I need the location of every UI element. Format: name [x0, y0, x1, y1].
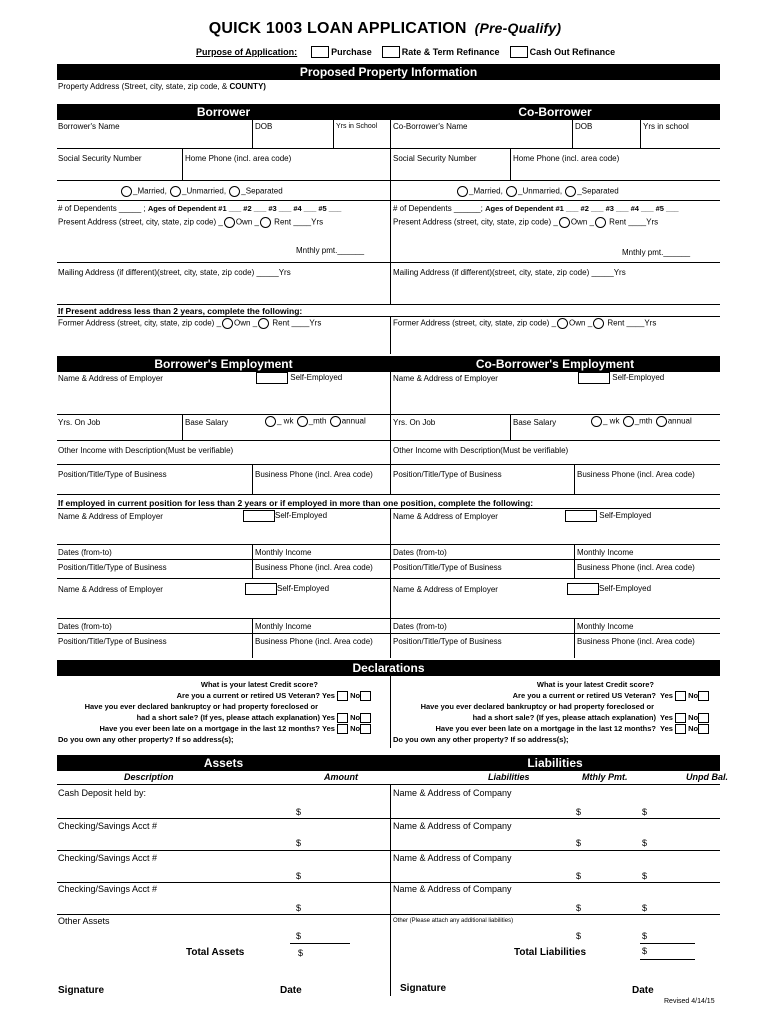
borrower-prev-position-1[interactable]: Position/Title/Type of Business: [58, 563, 167, 572]
purpose-row: [196, 46, 621, 58]
property-address-text: Property Address (Street, city, state, zip code, &: [58, 82, 228, 91]
center-divider-5: [390, 676, 391, 748]
mth-radio[interactable]: [297, 416, 308, 427]
co-own-label: Own: [570, 217, 588, 227]
liability-bal-4[interactable]: $: [642, 903, 648, 913]
asset-row-other[interactable]: Other Assets: [58, 916, 110, 926]
co-yrs-label: ____Yrs: [628, 217, 659, 227]
coborrower-former-address[interactable]: Former Address (street, city, state, zip code) _ Own _ Rent ____Yrs: [393, 318, 657, 328]
ages-label: Ages of Dependent #1 ___ #2 ___ #3 ___ #4 ___ #5 ___: [147, 204, 342, 213]
coborrower-prev-dates-2[interactable]: Dates (from-to): [393, 622, 447, 631]
borrower-yrs-on-job-field[interactable]: Yrs. On Job: [58, 418, 101, 427]
veteran-label: Are you a current or retired US Veteran?: [176, 691, 320, 700]
rule: [57, 508, 720, 509]
married-label: Married,: [137, 186, 167, 196]
co-former-own-radio[interactable]: [557, 318, 568, 329]
rule: [57, 914, 390, 915]
rule: [57, 464, 720, 465]
borrower-marital-status: _Married, _Unmarried, _Separated: [120, 186, 283, 197]
borrower-self-employed[interactable]: [256, 372, 342, 384]
asset-amount-2[interactable]: $: [296, 838, 302, 848]
co-bankruptcy-answer: [660, 712, 709, 723]
borrower-position-field[interactable]: Position/Title/Type of Business: [58, 470, 167, 479]
purpose-label: Purpose of Application:: [196, 47, 298, 57]
co-married-radio[interactable]: [457, 186, 468, 197]
liability-bal-1[interactable]: $: [642, 807, 648, 817]
borrower-prev-dates-2[interactable]: Dates (from-to): [58, 622, 112, 631]
borrower-present-address[interactable]: Present Address (street, city, state, zip code) _ Own _ Rent ____Yrs: [58, 217, 324, 227]
asset-amount-3[interactable]: $: [296, 871, 302, 881]
rule: [390, 914, 720, 915]
co-late-yes-checkbox[interactable]: [675, 724, 686, 734]
divider: [252, 618, 253, 658]
borrower-ssn-field[interactable]: Social Security Number: [58, 154, 142, 163]
divider: [333, 118, 334, 148]
center-divider-6: [390, 784, 391, 996]
co-separated-label: Separated: [581, 186, 619, 196]
co-former-yrs-label: ____Yrs: [626, 318, 657, 328]
co-own-radio[interactable]: [559, 217, 570, 228]
borrower-yrs-school-field[interactable]: Yrs in School: [336, 123, 378, 130]
asset-amount-1[interactable]: $: [296, 807, 302, 817]
co-unmarried-radio[interactable]: [506, 186, 517, 197]
separated-radio[interactable]: [229, 186, 240, 197]
coborrower-prev-employer-1[interactable]: Name & Address of Employer: [393, 512, 498, 521]
borrower-prev-income-2[interactable]: Monthly Income: [255, 622, 312, 631]
dependents-label: # of Dependents _____ ;: [58, 204, 146, 213]
purchase-label: Purchase: [331, 47, 372, 57]
borrower-header: Borrower: [57, 104, 390, 120]
borrower-dob-field[interactable]: DOB: [255, 122, 273, 131]
former-address-heading: If Present address less than 2 years, complete the following:: [58, 306, 303, 316]
coborrower-prev-position-2[interactable]: Position/Title/Type of Business: [393, 637, 502, 646]
monthly-payment-column: Mthly Pmt.: [582, 772, 628, 782]
borrower-prev-phone-2[interactable]: Business Phone (incl. Area code): [255, 637, 373, 646]
coborrower-self-employed[interactable]: [578, 372, 664, 384]
bankruptcy-answer: [322, 712, 371, 723]
center-divider-3: [390, 370, 391, 494]
coborrower-prev-employer-2[interactable]: Name & Address of Employer: [393, 585, 498, 594]
rule: [57, 440, 720, 441]
purpose-option-purchase[interactable]: [311, 46, 372, 58]
present-address-label: Present Address (street, city, state, zip code): [58, 217, 217, 227]
married-radio[interactable]: [121, 186, 132, 197]
yrs-label: ____Yrs: [293, 217, 324, 227]
asset-row-checking-2[interactable]: Checking/Savings Acct #: [58, 853, 158, 863]
liability-bal-2[interactable]: $: [642, 838, 648, 848]
separated-label: Separated: [245, 186, 283, 196]
total-liabilities-label: Total Liabilities: [514, 947, 587, 958]
divider: [640, 118, 641, 148]
coborrower-home-phone-field[interactable]: Home Phone (incl. area code): [513, 154, 620, 163]
center-divider-2: [390, 316, 391, 354]
prev2-self-employed-checkbox[interactable]: [245, 583, 277, 595]
borrower-salary-period: _ wk _mth annual: [264, 416, 366, 427]
divider: [510, 148, 511, 180]
co-veteran-no-checkbox[interactable]: [698, 691, 709, 701]
rule: [57, 494, 720, 495]
coborrower-signature[interactable]: Signature: [400, 983, 447, 994]
co-prev-self-employed-label: Self-Employed: [599, 511, 652, 521]
rule: [57, 633, 720, 634]
unmarried-radio[interactable]: [170, 186, 181, 197]
coborrower-header: Co-Borrower: [390, 104, 720, 120]
rule: [57, 148, 720, 149]
veteran-yes-checkbox[interactable]: [337, 691, 348, 701]
co-married-label: Married,: [473, 186, 503, 196]
rule: [57, 818, 390, 819]
wk-radio[interactable]: [265, 416, 276, 427]
borrower-signature[interactable]: Signature: [58, 985, 105, 996]
asset-row-cash-deposit[interactable]: Cash Deposit held by:: [58, 788, 147, 798]
purchase-checkbox[interactable]: [311, 46, 329, 58]
rule: [640, 959, 695, 960]
co-prev2-self-employed-checkbox[interactable]: [567, 583, 599, 595]
bankruptcy-yes-checkbox[interactable]: [337, 713, 348, 723]
coborrower-salary-period: _ wk _mth annual: [590, 416, 692, 427]
cash-out-checkbox[interactable]: [510, 46, 528, 58]
co-mth-radio[interactable]: [623, 416, 634, 427]
self-employed-label: Self-Employed: [290, 373, 343, 383]
coborrower-other-income-field[interactable]: Other Income with Description(Must be verifiable): [393, 446, 569, 455]
yes-label: Yes: [322, 713, 335, 722]
co-prev2-self-employed-label: Self-Employed: [599, 584, 652, 594]
veteran-question: [60, 690, 320, 701]
divider: [572, 118, 573, 148]
co-present-address-label: Present Address (street, city, state, zip code): [393, 217, 552, 227]
rule: [57, 784, 720, 785]
total-assets-label: Total Assets: [186, 947, 245, 958]
own-radio[interactable]: [224, 217, 235, 228]
liability-bal-3[interactable]: $: [642, 871, 648, 881]
rule: [57, 200, 720, 201]
divider: [182, 148, 183, 180]
rate-term-label: Rate & Term Refinance: [401, 47, 500, 57]
no-label: No: [350, 724, 361, 733]
no-label: No: [688, 713, 699, 722]
liability-pmt-4[interactable]: $: [576, 903, 582, 913]
co-veteran-yes-checkbox[interactable]: [675, 691, 686, 701]
coborrower-yrs-on-job-field[interactable]: Yrs. On Job: [393, 418, 436, 427]
co-veteran-answer: [660, 690, 709, 701]
borrower-prev-income-1[interactable]: Monthly Income: [255, 548, 312, 557]
divider: [252, 544, 253, 578]
coborrower-employment-header: Co-Borrower's Employment: [390, 356, 720, 372]
purpose-option-rate-term[interactable]: [382, 46, 500, 58]
purpose-option-cash-out[interactable]: [510, 46, 616, 58]
coborrower-business-phone-field[interactable]: Business Phone (incl. Area code): [577, 470, 695, 479]
coborrower-dependents[interactable]: [393, 204, 679, 214]
coborrower-prev-phone-1[interactable]: Business Phone (incl. Area code): [577, 563, 695, 572]
former-own-label: Own: [234, 318, 251, 328]
borrower-employment-header: Borrower's Employment: [57, 356, 390, 372]
revised-date: Revised 4/14/15: [664, 998, 715, 1005]
assets-description-column: Description: [124, 772, 174, 782]
rule: [57, 262, 720, 263]
rule: [57, 850, 390, 851]
borrower-former-address[interactable]: Former Address (street, city, state, zip code) _ Own _ Rent ____Yrs: [58, 318, 322, 328]
co-rent-label: Rent: [609, 217, 627, 227]
credit-score-question[interactable]: What is your latest Credit score?: [200, 680, 318, 689]
mth-label: mth: [313, 416, 327, 426]
late-no-checkbox[interactable]: [360, 724, 371, 734]
former-label: Former Address (street, city, state, zip code): [58, 318, 215, 328]
co-self-employed-checkbox[interactable]: [578, 372, 610, 384]
coborrower-yrs-school-field[interactable]: Yrs in school: [643, 122, 689, 131]
liability-row-2[interactable]: Name & Address of Company: [393, 821, 512, 831]
co-late-no-checkbox[interactable]: [698, 724, 709, 734]
liability-row-1[interactable]: Name & Address of Company: [393, 788, 512, 798]
liability-row-3[interactable]: Name & Address of Company: [393, 853, 512, 863]
subtitle-text: (Pre-Qualify): [474, 20, 562, 36]
coborrower-marital-status: _Married, _Unmarried, _Separated: [456, 186, 619, 197]
liability-pmt-3[interactable]: $: [576, 871, 582, 881]
borrower-prev-self-employed-2[interactable]: [245, 583, 329, 595]
divider: [574, 464, 575, 494]
borrower-prev-position-2[interactable]: Position/Title/Type of Business: [58, 637, 167, 646]
county-text: COUNTY): [229, 82, 266, 91]
co-wk-label: wk: [609, 416, 620, 426]
yes-label: Yes: [322, 724, 335, 733]
rule: [57, 544, 720, 545]
property-address-label[interactable]: [58, 82, 266, 92]
short-sale-question: had a short sale? (If yes, please attach explanation): [136, 713, 320, 722]
co-other-property-question[interactable]: Do you own any other property? If so address(s);: [393, 735, 569, 744]
prev-self-employed-checkbox[interactable]: [243, 510, 275, 522]
co-former-rent-label: Rent: [607, 318, 625, 328]
coborrower-employer-field[interactable]: Name & Address of Employer: [393, 374, 498, 383]
divider: [182, 414, 183, 440]
assets-amount-column: Amount: [324, 772, 358, 782]
no-label: No: [688, 691, 699, 700]
co-self-employed-label: Self-Employed: [612, 373, 665, 383]
yes-label: Yes: [660, 713, 673, 722]
co-wk-radio[interactable]: [591, 416, 602, 427]
property-header: Proposed Property Information: [57, 64, 720, 80]
title-text: QUICK 1003 LOAN APPLICATION: [208, 20, 467, 37]
coborrower-position-field[interactable]: Position/Title/Type of Business: [393, 470, 502, 479]
cash-out-label: Cash Out Refinance: [529, 47, 616, 57]
liabilities-column: Liabilities: [488, 772, 530, 782]
previous-employment-heading: If employed in current position for less than 2 years or if employed in more than one position, complete the following:: [58, 498, 534, 508]
coborrower-prev-income-2[interactable]: Monthly Income: [577, 622, 634, 631]
bankruptcy-question: Have you ever declared bankruptcy or had property foreclosed or: [84, 702, 318, 711]
liability-row-other[interactable]: Other (Please attach any additional liabilities): [393, 918, 514, 924]
borrower-employer-field[interactable]: Name & Address of Employer: [58, 374, 163, 383]
page-title: [0, 20, 770, 38]
wk-label: wk: [283, 416, 294, 426]
co-unmarried-label: Unmarried,: [522, 186, 563, 196]
coborrower-name-field[interactable]: Co-Borrower's Name: [393, 122, 468, 131]
co-former-own-label: Own: [569, 318, 586, 328]
borrower-base-salary-field[interactable]: Base Salary: [185, 418, 229, 427]
rate-term-checkbox[interactable]: [382, 46, 400, 58]
no-label: No: [350, 713, 361, 722]
coborrower-base-salary-field[interactable]: Base Salary: [513, 418, 557, 427]
other-property-question[interactable]: Do you own any other property? If so address(s);: [58, 735, 234, 744]
borrower-prev-employer-2[interactable]: Name & Address of Employer: [58, 585, 163, 594]
rule: [57, 316, 720, 317]
borrower-prev-self-employed-1[interactable]: [243, 510, 327, 522]
rule: [57, 414, 720, 415]
co-prev-self-employed-checkbox[interactable]: [565, 510, 597, 522]
divider: [510, 414, 511, 440]
veteran-no-checkbox[interactable]: [360, 691, 371, 701]
borrower-prev-phone-1[interactable]: Business Phone (incl. Area code): [255, 563, 373, 572]
rule: [390, 850, 720, 851]
veteran-answer: [322, 690, 371, 701]
co-rent-radio[interactable]: [595, 217, 606, 228]
co-mth-label: mth: [639, 416, 653, 426]
co-separated-radio[interactable]: [565, 186, 576, 197]
prev2-self-employed-label: Self-Employed: [277, 584, 330, 594]
assets-header: Assets: [57, 755, 390, 771]
late-mortgage-answer: [322, 723, 371, 734]
rule: [57, 180, 720, 181]
annual-radio[interactable]: [330, 416, 341, 427]
coborrower-prev-position-1[interactable]: Position/Title/Type of Business: [393, 563, 502, 572]
yes-label: Yes: [660, 724, 673, 733]
coborrower-prev-income-1[interactable]: Monthly Income: [577, 548, 634, 557]
co-late-mortgage-answer: [660, 723, 709, 734]
self-employed-checkbox[interactable]: [256, 372, 288, 384]
co-dependents-label: # of Dependents ______;: [393, 204, 483, 213]
divider: [574, 618, 575, 658]
borrower-dependents[interactable]: [58, 204, 341, 214]
coborrower-present-address[interactable]: Present Address (street, city, state, zip code) _ Own _ Rent ____Yrs: [393, 217, 659, 227]
asset-amount-4[interactable]: $: [296, 903, 302, 913]
rule: [57, 618, 720, 619]
prev-self-employed-label: Self-Employed: [275, 511, 328, 521]
rule: [290, 943, 350, 944]
liability-pmt-2[interactable]: $: [576, 838, 582, 848]
coborrower-prev-self-employed-1[interactable]: [565, 510, 651, 522]
borrower-signature-date[interactable]: Date: [280, 985, 302, 996]
asset-amount-5[interactable]: $: [296, 931, 302, 941]
total-liabilities-amount[interactable]: $: [642, 946, 648, 956]
co-bankruptcy-question: Have you ever declared bankruptcy or had property foreclosed or: [420, 702, 654, 711]
liability-bal-other[interactable]: $: [642, 931, 648, 941]
former-own-radio[interactable]: [222, 318, 233, 329]
borrower-other-income-field[interactable]: Other Income with Description(Must be verifiable): [58, 446, 234, 455]
rule: [57, 882, 390, 883]
coborrower-prev-dates-1[interactable]: Dates (from-to): [393, 548, 447, 557]
co-annual-radio[interactable]: [656, 416, 667, 427]
rent-label: Rent: [274, 217, 292, 227]
liability-pmt-other[interactable]: $: [576, 931, 582, 941]
co-credit-score-question[interactable]: What is your latest Credit score?: [536, 680, 654, 689]
no-label: No: [350, 691, 361, 700]
late-yes-checkbox[interactable]: [337, 724, 348, 734]
coborrower-monthly-payment[interactable]: Mnthly pmt.______: [622, 248, 691, 257]
yes-label: Yes: [660, 691, 673, 700]
rule: [57, 578, 720, 579]
borrower-name-field[interactable]: Borrower's Name: [58, 122, 120, 131]
rule: [57, 304, 720, 305]
borrower-prev-employer-1[interactable]: Name & Address of Employer: [58, 512, 163, 521]
borrower-monthly-payment[interactable]: Mnthly pmt.______: [296, 246, 365, 255]
divider: [252, 464, 253, 494]
own-label: Own: [235, 217, 253, 227]
unmarried-label: Unmarried,: [186, 186, 227, 196]
co-former-rent-radio[interactable]: [593, 318, 604, 329]
co-short-sale-question: had a short sale? (If yes, please attach explanation): [472, 713, 656, 722]
rule: [390, 882, 720, 883]
liability-pmt-1[interactable]: $: [576, 807, 582, 817]
yes-label: Yes: [322, 691, 335, 700]
former-rent-label: Rent: [272, 318, 290, 328]
coborrower-prev-phone-2[interactable]: Business Phone (incl. Area code): [577, 637, 695, 646]
unpaid-balance-column: Unpd Bal.: [686, 772, 728, 782]
divider: [252, 118, 253, 148]
coborrower-dob-field[interactable]: DOB: [575, 122, 593, 131]
co-veteran-question: Are you a current or retired US Veteran?: [512, 691, 656, 700]
asset-row-checking-1[interactable]: Checking/Savings Acct #: [58, 821, 158, 831]
bankruptcy-no-checkbox[interactable]: [360, 713, 371, 723]
coborrower-prev-self-employed-2[interactable]: [567, 583, 651, 595]
co-bankruptcy-yes-checkbox[interactable]: [675, 713, 686, 723]
total-assets-amount[interactable]: $: [298, 948, 304, 958]
borrower-home-phone-field[interactable]: Home Phone (incl. area code): [185, 154, 292, 163]
center-divider: [390, 118, 391, 304]
rule: [57, 559, 720, 560]
co-bankruptcy-no-checkbox[interactable]: [698, 713, 709, 723]
liability-row-4[interactable]: Name & Address of Company: [393, 884, 512, 894]
coborrower-mailing-address[interactable]: Mailing Address (if different)(street, city, state, zip code) _____Yrs: [393, 268, 626, 277]
liabilities-header: Liabilities: [390, 755, 720, 771]
co-ages-label: Ages of Dependent #1 ___ #2 ___ #3 ___ #4 ___ #5 ___: [485, 204, 679, 213]
borrower-prev-dates-1[interactable]: Dates (from-to): [58, 548, 112, 557]
former-yrs-label: ____Yrs: [291, 318, 322, 328]
late-mortgage-question: Have you ever been late on a mortgage in the last 12 months?: [99, 724, 320, 733]
rule: [640, 943, 695, 944]
co-former-label: Former Address (street, city, state, zip code): [393, 318, 550, 328]
borrower-business-phone-field[interactable]: Business Phone (incl. Area code): [255, 470, 373, 479]
declarations-header: Declarations: [57, 660, 720, 676]
coborrower-signature-date[interactable]: Date: [632, 985, 654, 996]
asset-row-checking-3[interactable]: Checking/Savings Acct #: [58, 884, 158, 894]
co-late-mortgage-question: Have you ever been late on a mortgage in the last 12 months?: [435, 724, 656, 733]
former-rent-radio[interactable]: [258, 318, 269, 329]
divider: [574, 544, 575, 578]
center-divider-4: [390, 508, 391, 658]
rent-radio[interactable]: [260, 217, 271, 228]
annual-label: annual: [341, 416, 366, 426]
coborrower-ssn-field[interactable]: Social Security Number: [393, 154, 477, 163]
rule: [390, 818, 720, 819]
borrower-mailing-address[interactable]: Mailing Address (if different)(street, city, state, zip code) _____Yrs: [58, 268, 291, 277]
co-annual-label: annual: [667, 416, 692, 426]
no-label: No: [688, 724, 699, 733]
